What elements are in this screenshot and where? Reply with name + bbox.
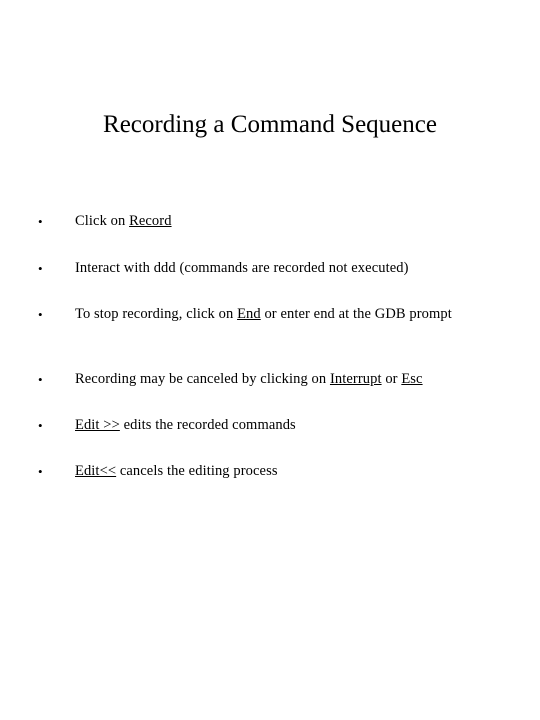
bullet-text bbox=[75, 370, 495, 389]
edit-close-link: Edit<< bbox=[75, 463, 117, 479]
bullet-marker: • bbox=[38, 372, 43, 387]
esc-link: Esc bbox=[401, 371, 423, 387]
edit-open-link: Edit >> bbox=[75, 417, 120, 433]
slide-title: Recording a Command Sequence bbox=[103, 111, 437, 138]
bullet-marker: • bbox=[38, 418, 43, 433]
interrupt-link: Interrupt bbox=[329, 371, 382, 387]
text-segment: To stop recording, click on bbox=[75, 306, 238, 322]
bullet-text bbox=[75, 305, 495, 324]
end-link: End bbox=[237, 306, 261, 322]
text-segment: Click on bbox=[75, 213, 130, 229]
bullet-text bbox=[75, 462, 495, 481]
text-segment: Interact with ddd (commands are recorded not executed) bbox=[75, 260, 409, 276]
bullet-text bbox=[75, 259, 495, 278]
bullet-text bbox=[75, 212, 495, 231]
bullet-marker: • bbox=[38, 214, 43, 229]
text-segment: cancels the editing process bbox=[116, 463, 278, 479]
bullet-text bbox=[75, 416, 495, 435]
text-segment: or enter end at the GDB prompt bbox=[260, 306, 452, 322]
record-link: Record bbox=[129, 213, 172, 229]
text-segment: or bbox=[381, 371, 402, 387]
text-segment: edits the recorded commands bbox=[119, 417, 296, 433]
bullet-marker: • bbox=[38, 261, 43, 276]
bullet-marker: • bbox=[38, 307, 43, 322]
text-segment: Recording may be canceled by clicking on bbox=[75, 371, 330, 387]
bullet-marker: • bbox=[38, 464, 43, 479]
